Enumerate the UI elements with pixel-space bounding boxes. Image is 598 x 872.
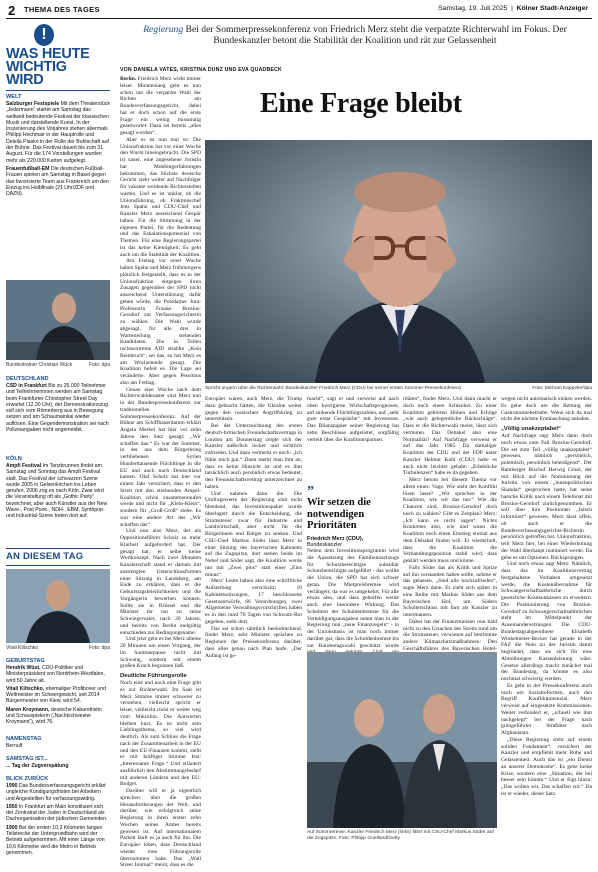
paragraph: Neben dem Investitionsprogramm wird die Aussetzung des Familiennachzugs für Schutzberechtigte subsidiär Schutzberechtigte aufgeführt - das wollte die Union, die SPD hat sich schwer getan. Die Mietpreisbremse wird verlängert, da war es umgekehrt. Für alle etwas also, und dass geholfen werde auch eine besondere Wirkung. Das Scheitern der Schuldenbremse für die Verteidigungsausgaben nennt man in der Regierung nun „neue Finanzregeln“ - in der Unionsbasis ist man noch immer darüber gar, dass die Schuldenbremse bis zur Bundestagswahl geschützt wurde [307,548,399,649]
article-column-4 [403,396,497,652]
page-number: 2 [8,3,16,18]
sidebar-section-saturday [6,756,110,771]
text: Das Bundesverfassungsgericht erklärt ungleiche Kündigungsfristen bei Arbeitern und Angestellten für verfassungswidrig. [6,783,106,802]
pull-quote [307,484,397,548]
sidebar-section-welt [6,94,110,199]
photo-illustration [205,140,592,383]
paragraph: Es geht in der Pressekonferenz auch noch um Sozialreformen, auch den Begriff Konfliktpotenzial. Merz verweist auf eingesetzte Kommissionen. Weiter verbindert er, „schnell wie ihm nachgelegt“ bei der Frage nach grüngeführter Straftäter nach Afghanistan. [501,682,592,736]
photo-caption [6,362,110,368]
sidebar [6,22,110,868]
paragraph: Und jetzt geht es bei Merz alleine 20 Minuten um einen Vorgang, der im Sommerpause nicht mit Schwung, sondern mit einem großen Krach begonnen ließ. [120,636,201,670]
paragraph: Auf Nachfrage sagt Merz dann doch noch etwas zum Fall Brosius-Gersdorf. Die sei zum Teil „völlig unakzeptabel“ gewesen, nämlich „persönlich, polemisch, persönlich beleidigend“. Der Bamberger Bischof Herwig Gössl, der mit Blick auf die Nominierung der Juristin von einem „innenpolitischen Skandal“ gesprochen hatte, hat seine harsche Kritik nach einem Telefonat mit Brosius-Gersdorf zurückgenommen. Er soll über ihre Positionen „falsch informiert“ gewesen. Merz lässt offen, ob auch er die Bundesverfassungsgerichts-Richterin persönlich getroffen hat. Unionsfraktion, teilt Merz hier, bei einer Wiederholung der Wahl überhaupt nominiert werde. Da gehe es um Optionen. Rücksprüngen. [501,433,592,561]
paragraph: Merz betont bei diesem Thema vor allem eines: Vage. Wie sieht der Konflikt lösen lasse? „Wir sprechen in der Koalition, wie wir das tun.“ Wie die Chancen sind, Brosius-Gersdorf doch noch zu wählen? Gibt es Zeitplan? Merz: „Ich kann es nicht sagen“. Nichts Konkretes also, wie und wann die Koalition noch einen Einstieg einmal aus dem Debakel finden will. Er wiederholt, dass die Koalition die Verhandlungsposition stabil wird, dass geklärt werden muss und könne. [403,477,497,564]
sidebar-paragraph [6,783,110,802]
page-header [0,0,598,20]
article-column-2 [205,396,302,866]
photo2-caption [307,830,497,842]
sidebar-paragraph [6,686,110,705]
paragraph: ritäten“, findet Merz. Und dann macht er doch noch einen Schlenker. Zu einer Koalition gehörten Höhen und Erfolge „wie auch gelegentliche Rückschläge“. Dass er die Richterwahl meint, lässt sich vermuten. Das Debakel also eine Normalität? Auf Nachfrage verweist er auf das Jahr 1985. Da damaliger Koalition der CDU und der FDP unter Kanzler Helmut Kohl (CDU) habe es auch nicht leichter gehabt: „Erhebliche Turbulenzen“ habe es da gegeben. [403,396,497,477]
paragraph: Das sei schon sämtlich beeindruckend, findet Merz, sehr Minister sprächen zu Regionen der Pressekonferenz darüber, dass alles genau nach Plan laufe. „Der Anfang ist ge- [205,625,302,659]
article-kicker [120,24,590,46]
paragraph: Darüber will er ja eigentlich sprechen: über die großen Herausforderungen der Welt, und darüber, wie erfolgreich seine Regierung in ihren ersten zehn Wochen seines Amtes bereits gewesen ist. Auf internationalem Parkett läuft es ja auch für ihn. Die Europäer loben, dass Deutschland wieder eine Führungsrolle übernommen habe. Das „Wall Street Journal“ meint, dass es die [120,788,201,869]
section-heading: NAMENSTAG [6,736,42,742]
header-rule [6,18,592,19]
main-photo-merz [205,140,592,383]
sidebar-paragraph [6,804,110,823]
section-heading: WELT [6,94,22,100]
photo-credit: Foto: dpa [88,645,110,651]
photo-christian-wueck [6,280,110,360]
paragraph: „Diese Regierung steht auf einem soliden Fundament“, versichert der Kanzler und empfiehlt mehr Ruhe und Gelassenheit. Auch das ist „ein Dienst an unserer Demokratie“. Es gebe keine Krise, sondern eine „Situation, die bei besser sein könnte.“ Und er fügt hinzu: „Das wollen wir. Das schaffen wir.“ Da ist er wieder, dieser Satz. [501,736,592,797]
text: deutsche Kabarettistin und Schauspielerin („Nachtschwester Kroymann“), wird 76. [6,706,102,726]
quote-mark-icon: ” [307,484,314,499]
text: Friedrich Merz wirbt immer leiser. Minutenlang geht es nun schon um die verpatzte Wahl der Richter am Bundesverfassungsgericht, dabei hat er doch schon auf die erste Frage ein wenig missmutig geantwortet: Dazu sei bereits „alles gesagt worden“. [120,76,201,136]
sidebar-title-line: WAS HEUTE [6,46,90,62]
sidebar-paragraph [6,101,110,164]
subheading: Deutliche Führungsrolle [120,673,187,679]
sidebar-paragraph [6,166,110,197]
article-column-3-top [307,396,399,486]
divider [6,548,110,549]
sidebar-section-history [6,776,110,858]
section-heading: DEUTSCHLAND [6,376,49,382]
byline: VON DANIELA VATES, KRISTINA DUNZ UND EVA QUADBECK [120,67,282,73]
quote-author: Friedrich Merz (CDU), [307,535,364,542]
paragraph: Merz' Leute haben also eine schriftliche Aufstellung verschickt: 10 Kabinettssitzungen, 17 beschlossene Gesetzentwürfe, 66 Verordnungen, zwei Allgemeine Verwaltungsvorschriften haben es in den rund 70 Tagen von Schwarz-Rot gegeben, steht dort. [205,578,302,625]
paragraph: Europäer waren, auch Merz, die Trump dazu gebracht hätten, die Ukraine weiter gegen den russischen Angriffskrieg zu unterstützen. [205,396,302,423]
divider [6,90,110,91]
section-heading: GEBURTSTAG [6,658,45,664]
paragraph: wegen nicht automatisch sinken werden. Es gehe doch um die Rettung der Gastronomiebetriebe. Wenn sich da mal nicht die nächste Enttäuschung anbahnt. [501,396,592,423]
dateline-lead: Berlin. [120,76,137,82]
sidebar-title-line: WICHTIG [6,59,67,75]
paragraph: Aber es ist nun mal so: Die Unionsfraktion hat vor einer Woche den Wurm hineingebracht. Die SPD ist sauer, eine angesehene Juristin hat Mobbingerfahrungen bekommen, das höchste deutsche Gericht sieht weiter auf Nachfolger für vakante werdende Richterstellen warten. Und es ist unklar, ob die Unionsführung, ob Fraktionschef Jens Spahn und CDU-Chef und Kanzler Merz ausreichend Gespür haben. Für die Stimmung in der eigenen Partei, für die Bedeutung und das Eskalationspotenzial von Themen. Für eine Regierungspartei ist das keine Kleinigkeit: Es geht auch um die Stabilität der Koalition. [120,136,201,258]
sidebar-title-line: WIRD [6,72,44,88]
caption-text: Vitali Klitschko [6,645,39,651]
sidebar-title [6,48,90,87]
lead: Maren Kroymann, [6,706,50,713]
lead: CSD in Frankfurt [6,383,47,389]
sidebar-paragraph [6,707,110,726]
paragraph [120,76,201,137]
on-this-day-title: AN DIESEM TAG [6,551,84,562]
subheading: „Völlig unakzeptabel“ [501,426,561,432]
text: CDU-Politiker und Ministerpräsident von Nordrhein-Westfalen, wird 50 Jahre alt. [6,665,105,684]
sidebar-paragraph [6,665,110,684]
caption-text: Spricht ungern über die Richterwahl: Bundeskanzler Friedrich Merz (CDU) bei seiner ersten Sommer-Pressekonferenz. [205,386,463,391]
caption-text: Auf Sommerreise: Kanzler Friedrich Merz (links) fährt mit CSU-Chef Markus Söder auf die Zugspitze. [307,830,494,841]
sidebar-section-nameday [6,736,110,751]
kicker-text: Bei der Sommerpressekonferenz von Friedrich Merz steht die verpatzte Richterwahl im Fokus. Der Bundeskanzler betont die Stabilität der Koalition und rät zur Gelassenheit [183,24,567,46]
article-column-5 [501,396,592,866]
portrait-illustration [6,569,110,643]
lead: Vitali Klitschko, [6,685,45,692]
portrait-illustration [6,280,110,360]
paragraph: Falls Söder das als Kritik und Spitze auf ihn verstanden haben sollte, nehme er das gelassen. „Sind alle hochzufrieden“, sagte Merz dann. Er zieht sich später in eine Reihe mit Markus Söder aus dem Bayerischen Hof, um Söders Schulterschluss mit ihm als Kanzler zu untermauern. [403,564,497,618]
lead: 1990 [6,783,18,789]
paragraph: Und noch etwas sagt Merz: Nämlich, dass das im Koalitionsvertrag festgehaltene Vorhaben umgesetzt werde, die Kostenübernahme für Schwangerschaftsabbrüche durch gesetzliche Krankenkassen zu erweitern. Die Positionierung von Brosius-Gersdorf zu Schwangerschaftsabbrüchen steht im Mittelpunkt der Auseinandersetzungen. Die CDU-Bundestagsabgeordnete Elisabeth Winkelmeier-Becker hat gerade in der FAZ die Nein zu der Juristin damit begründet, dass sie sich für eine Abtreibungen Kassenleistung wäre. Gesetze allerdings macht zunächst mal der Bundestag, da könnte es also nochmal schwierig werden. [501,561,592,682]
article-column-3-bottom [307,548,399,648]
sidebar-section-koeln [6,456,110,522]
section-heading: KÖLN [6,456,22,462]
photo-credit: Foto: Michael Kappeler/dpa [532,386,592,391]
date: Samstag, 19. Juli 2025 [438,5,508,12]
text: Im Tanzbrunnen findet am Samstag und Sonntag das Ampfi Festival statt. Das Festival der schwarzen Szene wurde 2005 in Gelsenkirchen ins Leben gerufen, 2006 zog es nach Köln. Zwar wird die Veranstaltung oft als „Gothic Party“ bezeichnet, aber auch Künstler aus der New Wave-, Post Punk-, NDH-, EBM, Synthpop- und Industrial-Szene treten dort auf. [6,463,108,520]
lead: Ampfi Festival [6,463,42,469]
saturday-value: ... Tag der Zugverspätung [6,763,69,769]
lead: 1900 [6,824,18,831]
kicker-lead: Regierung [143,24,184,35]
headline: Eine Frage bleibt [260,88,462,119]
sidebar-paragraph [6,825,110,856]
lead: Hendrik Wüst, [6,665,41,671]
paragraph: Bei der Unterzeichnung des ersten deutsch-britischen Freundschaftsvertrags in London am Donnerstag zeigte sich der Kanzler außerlich locker und sichtlich zufrieden. Und dazu vermerkt er noch: „Ich fühle mich gut.“ Dann merkt man ihm an, dass es keine Hinsicht ist und es ihm tatsächlich auch persönlich etwas bedeutet, den Freundschaftsvertrag unterzeichnet zu haben. [205,423,302,490]
lead: Salzburger Festspiele [6,101,60,107]
photo-illustration [307,652,497,828]
paragraph: Noch eine und noch eine Frage gibt es zur Richterwahl. Im Saal ist Merz Stimme immer schwerer zu verstehen, vielleicht spricht er leiser, vielleicht rückt er weiter weg vom Mikrofon. Die Antworten bleiben kurz. Es ist nicht sein Lieblingsthema, so viel wird deutlich. Als zum Schluss die Frage nach der Zusammenarbeit in der EU und den EU-Finanzen kommt, stellt er mit kräftiger Stimme fest: „Interessante Frage.“ Und erläutert ausführlich den Abstimmungsbedarf mit anderen Ländern und den EU-Budget. [120,680,201,788]
article-column-1 [120,76,201,869]
text: Bis zu 25.000 Teilnehmer und Teilnehmerinnen werden am Samstag beim Frankfurter Christopher Street Day erwartet (12.30 Uhr), der Demonstrationszug soll sich vom Römerberg aus in Bewegung setzen und am Schaumainkai wieder auflösen. Eine Gegendemonstration sei nach Polizeiangaben nicht angemeldet. [6,383,109,434]
sidebar-paragraph [6,463,110,520]
exclamation-icon: ! [34,24,54,46]
text: Die deutschen Fußball-Frauen spielen am Samstag in Basel gegen das favorisierte Team aus Frankreich um den Einzug ins Halbfinale (21 Uhr/ZDF und DAZN). [6,165,109,198]
photo-credit: Foto: dpa [88,362,110,368]
lead: Frauenfußball-EM [6,165,50,172]
divider [6,565,110,566]
paragraph: macht“, sagt er und verweist auf nach oben korrigierte Wirtschaftsprognosen, auf sinkende Flüchtlingszahlen, auf „sehr gute erste Gespräche“ mit Investoren. Das Bilanzpapier seiner Regierung hat zehn Beschlüsse aufgelistet, sorgfältig verteilt über die Koalitionspartner. [307,396,399,443]
photo-credit: Foto: Philipp Guelland/Getty [338,836,400,841]
quote-role: Bundeskanzler [307,541,343,548]
lead: 1950 [6,803,18,810]
main-photo-caption [205,386,592,391]
text: Mit dem Theaterstück „Jedermann“ startet am Samstag das weltweit bedeutende Festival der klassischen Musik und darstellende Kunst. In der Inszenierung des Vorjahres stehen abermals Philipp Hochmair in der Hauptrolle und Deleila Piasko in der Rolle der Buhlschaft auf der Bühne. Das Festival dauert bis zum 31. August. Für die 174 Vorstellungen wurden mehr als 220.000 Karten aufgelegt. [6,101,110,164]
nameday-value: Bernulf [6,743,23,749]
text: In Frankfurt am Main konstituiert sich der Zentralrat der Juden in Deutschland als Dachorganisation der jüdischen Gemeinden. [6,803,108,823]
section-heading: SAMSTAG IST... [6,756,48,762]
paragraph: Am Freitag vor einer Woche haben Spahn und Merz frühmorgens plötzlich festgestellt, dass es in der Unionsfraktion entgegen ihren Zusagen gegenüber der SPD nicht ausreichend Unterstützung dafür geben würde, die Potsdamer Jura-Professorin Frauke Brosius-Gersdorf zur Verfassungsrichterin zu wählen. Die Wahl wurde abgesagt, für alle drei in Wartestellung stehenden Kandidaten. Die in Teilen rechtsextreme AfD strahlte „Kein Beinbruch“, sei das, so hat Merz es am Wochenende gesagt. Die Koalition befeit es. Die Lage sei veränderte. Aber gegen Pessimus also am Freitag. [120,258,201,386]
photo-caption [6,645,110,651]
sidebar-section-deutschland [6,376,110,435]
paragraph: Dabei hat der Finanzminister nun bald nicht zu den Ursachen des Streits rund um die Stromsteuer, verwiesen auf bestimmte andere Klimaschutzmaßnahmen: Den Geschäftsführer des Bayerischen Hotel- [403,618,497,652]
text: ehemaliger Profiboxer und Weltmeister im Schwergewicht, seit 2014 Bürgermeister von Kiew, wird 54. [6,685,106,705]
paragraph: Und nahmen dann die: Die Umfragewerte der Regierung sind nicht blendend, das Investitionspaket wurde überlagert durch die Entscheidung, die Stromsteuer zwar für Industrie und Landwirtschaft, aber nicht für die Bürgerinnen und Bürger zu senken. Und CSU-Chef Markus Söder lässt Merz in einer Sitzung des bayerischen Kabinetts auf die Zugspitze, dort stehen beide im Nebel und Söder sagt, die Koalition werde nur mit „Zwei plus“ statt einer „Eins minus“. [205,490,302,578]
paragraph: Genau eine Woche nach dem Richterwahldesaster sitzt Merz nun in der Bundespressekonferenz zur traditionellen Sommerpressekonferenz. Auf der Bühne am Schiffbauerdamm erklärt Angela Merkel hat hier vor zehn Jahren den Satz gesagt: „Wir schaffen das.“ Es war der Sommer, in der aus dem Bürgerkrieg verbliebenen Syrien Hunderttausende Flüchtlinge in die EU und auch nach Deutschland kamen. Olaf Scholz hat hier vor einem Jahr versichert, dass er den Streit mit den streitenden Ampel-Koalition schon zusammenraufen werde und nicht für „Klein-Klein“, sondern für „Groß-Groß“ stehe. Es war eine andere Art des „Wir schaffen das“. [120,386,201,528]
section-heading: BLICK ZURÜCK [6,776,49,782]
sidebar-paragraph [6,383,110,433]
section-title: THEMA DES TAGES [24,5,100,14]
dateline: Samstag, 19. Juli 2025 | Kölner Stadt-Anzeiger [438,5,588,12]
photo-vitali-klitschko [6,569,110,643]
paper-name: Kölner Stadt-Anzeiger [516,5,588,12]
quote-text: Wir setzen die notwendigen Prioritäten [307,497,371,531]
photo-merz-soeder [307,652,497,828]
text: Bei der ersten 10,3 Kilometer langen Teilstrecke der Untergrundbahn wird der Betrieb aufgenommen. Mit einer Länge von 10,6 Kilometer wird die Metro in Betrieb genommen. [6,824,105,856]
paragraph: Und nun also Merz, der als Oppositionsführer Scholz so mehr Klarheit aufgefordert hat. Der gesagt hat, er selbe keine Wortkonzept. Nach zwei Monaten Kanzlerschaft stand er damals mit anstrengten Unterschlussformen einer Sitzung in Landsberg, am Ende zu erklären, dass er die Geburtstagsfeierlichkeiten und die Vorgängerin bewerben können. Sollte sie in Brüssel und die Minister ihr nur zu seine Schwiegervater, nach 20 Jahren, und bereits von Berlin endgültig entschieden zur Bedingungsname. [120,528,201,636]
caption-text: Bundestrainer Christian Wück [6,362,73,368]
sidebar-section-birthdays [6,658,110,728]
